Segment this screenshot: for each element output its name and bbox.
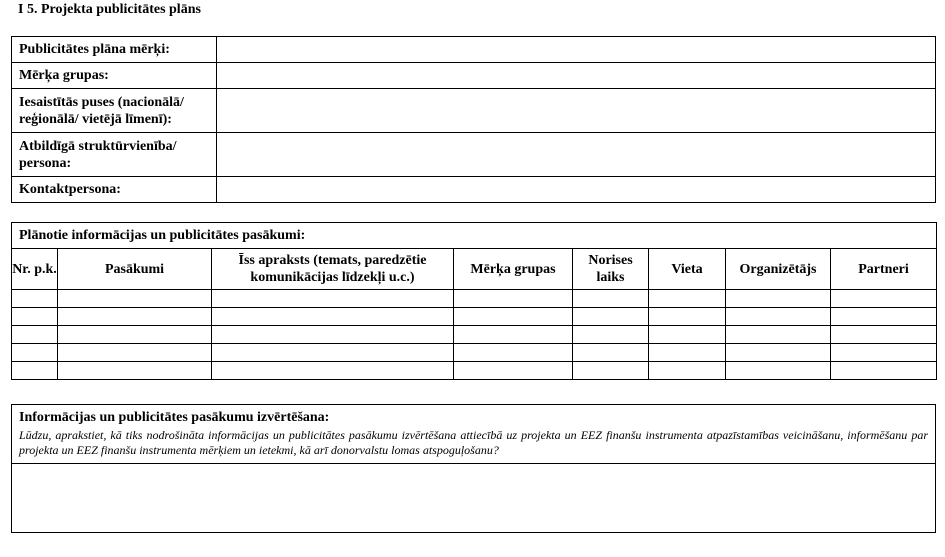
column-header: Norises laiks: [573, 249, 649, 290]
activity-cell[interactable]: [454, 326, 573, 344]
activity-cell[interactable]: [649, 362, 726, 380]
plan-row: [12, 37, 936, 63]
activity-cell[interactable]: [726, 326, 831, 344]
activity-cell[interactable]: [726, 362, 831, 380]
activity-row: [12, 308, 937, 326]
activity-cell[interactable]: [454, 290, 573, 308]
column-header: Mērķa grupas: [454, 249, 573, 290]
activity-cell[interactable]: [212, 290, 454, 308]
activity-cell[interactable]: [12, 362, 58, 380]
activity-cell[interactable]: [58, 344, 212, 362]
activity-cell[interactable]: [649, 290, 726, 308]
activity-cell[interactable]: [212, 362, 454, 380]
activity-cell[interactable]: [831, 344, 937, 362]
activity-cell[interactable]: [454, 362, 573, 380]
activity-cell[interactable]: [726, 290, 831, 308]
activity-cell[interactable]: [58, 362, 212, 380]
plan-row: [12, 177, 936, 203]
contact-person-label: Kontaktpersona:: [12, 177, 217, 203]
activity-cell[interactable]: [573, 308, 649, 326]
plan-row: [12, 63, 936, 89]
activity-cell[interactable]: [58, 326, 212, 344]
activity-cell[interactable]: [831, 290, 937, 308]
activity-cell[interactable]: [573, 344, 649, 362]
activities-body: [12, 290, 937, 380]
activity-cell[interactable]: [12, 290, 58, 308]
activity-row: [12, 362, 937, 380]
activity-cell[interactable]: [726, 308, 831, 326]
activity-cell[interactable]: [212, 326, 454, 344]
activities-header-row: [12, 249, 937, 290]
evaluation-answer-field[interactable]: [12, 464, 936, 533]
activity-cell[interactable]: [831, 362, 937, 380]
activity-cell[interactable]: [212, 344, 454, 362]
activity-cell[interactable]: [573, 362, 649, 380]
activity-cell[interactable]: [726, 344, 831, 362]
activity-row: [12, 326, 937, 344]
activity-cell[interactable]: [212, 308, 454, 326]
activity-cell[interactable]: [649, 326, 726, 344]
activity-cell[interactable]: [454, 308, 573, 326]
contact-person-field[interactable]: [216, 177, 935, 203]
section-heading: I 5. Projekta publicitātes plāns: [18, 2, 201, 17]
activity-cell[interactable]: [831, 308, 937, 326]
evaluation-table: [11, 404, 936, 533]
activities-title: Plānotie informācijas un publicitātes pasākumi:: [12, 223, 937, 249]
evaluation-prompt: [12, 405, 936, 464]
column-header: Pasākumi: [58, 249, 212, 290]
column-header: Īss apraksts (temats, paredzētie komunikācijas līdzekļi u.c.): [212, 249, 454, 290]
activity-cell[interactable]: [649, 344, 726, 362]
column-header: Nr. p.k.: [12, 249, 58, 290]
responsible-unit-field[interactable]: [216, 133, 935, 177]
activities-table: [11, 222, 937, 380]
activity-cell[interactable]: [58, 308, 212, 326]
activity-cell[interactable]: [649, 308, 726, 326]
target-groups-field[interactable]: [216, 63, 935, 89]
publicity-plan-table: [11, 36, 936, 203]
activity-cell[interactable]: [12, 344, 58, 362]
activity-cell[interactable]: [454, 344, 573, 362]
activity-cell[interactable]: [12, 326, 58, 344]
activity-row: [12, 290, 937, 308]
activity-cell[interactable]: [12, 308, 58, 326]
target-groups-label: Mērķa grupas:: [12, 63, 217, 89]
plan-row: [12, 89, 936, 133]
column-header: Partneri: [831, 249, 937, 290]
column-header: Organizētājs: [726, 249, 831, 290]
plan-goals-label: Publicitātes plāna mērķi:: [12, 37, 217, 63]
plan-goals-field[interactable]: [216, 37, 935, 63]
responsible-unit-label: Atbildīgā struktūrvienība/ persona:: [12, 133, 217, 177]
stakeholders-field[interactable]: [216, 89, 935, 133]
evaluation-instructions: Lūdzu, aprakstiet, kā tiks nodrošināta informācijas un publicitātes pasākumu izvērtēšana attiecībā uz projekta un EEZ finanšu instrumenta atpazīstamības veicināšanu, informēšanu par projekta un EEZ finanšu instrumenta mērķiem un ietekmi, kā arī donorvalstu lomas atspoguļošanu?: [19, 428, 928, 457]
activity-row: [12, 344, 937, 362]
column-header: Vieta: [649, 249, 726, 290]
stakeholders-label: Iesaistītās puses (nacionālā/ reģionālā/ vietējā līmenī):: [12, 89, 217, 133]
activity-cell[interactable]: [58, 290, 212, 308]
plan-row: [12, 133, 936, 177]
evaluation-title: Informācijas un publicitātes pasākumu izvērtēšana:: [19, 410, 330, 425]
activity-cell[interactable]: [831, 326, 937, 344]
activity-cell[interactable]: [573, 290, 649, 308]
activity-cell[interactable]: [573, 326, 649, 344]
